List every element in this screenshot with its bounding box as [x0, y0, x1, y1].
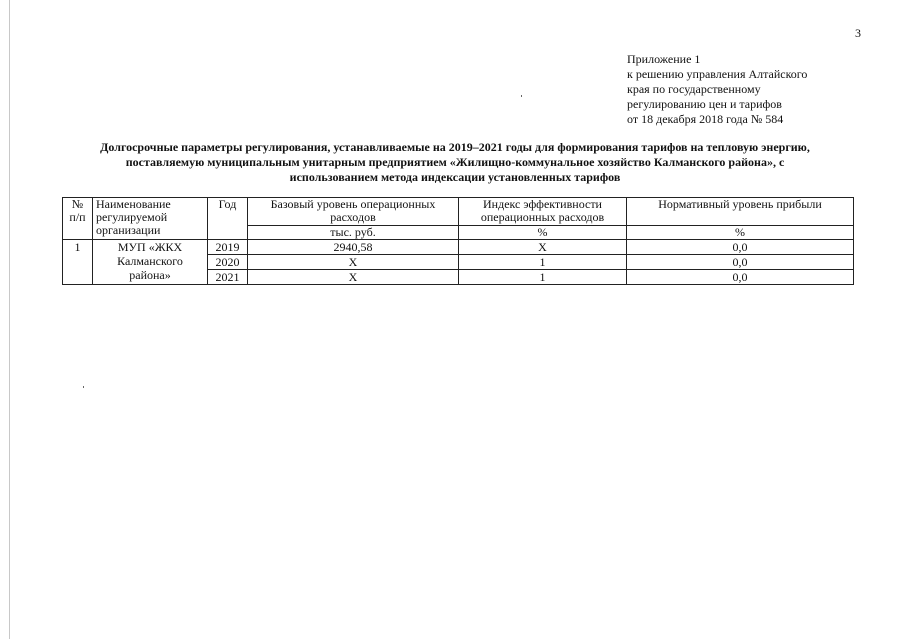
- unit-base-level: тыс. руб.: [248, 226, 459, 240]
- cell-year: 2020: [208, 255, 248, 270]
- cell-profit-level: 0,0: [627, 270, 854, 285]
- cell-efficiency-index: 1: [459, 270, 627, 285]
- header-base-level: Базовый уровень операционных расходов: [248, 198, 459, 226]
- title-line: Долгосрочные параметры регулирования, устанавливаемые на 2019–2021 годы для формирования тарифов на тепловую энергию,: [100, 140, 810, 154]
- header-profit-level: Нормативный уровень прибыли: [627, 198, 854, 226]
- cell-base-level: 2940,58: [248, 240, 459, 255]
- header-num: № п/п: [63, 198, 93, 240]
- cell-efficiency-index: 1: [459, 255, 627, 270]
- cell-organization: МУП «ЖКХ Калманского района»: [93, 240, 208, 285]
- appendix-line: регулированию цен и тарифов: [627, 97, 782, 111]
- scan-speck: [521, 95, 522, 97]
- table-header-row: [63, 198, 854, 226]
- header-efficiency-index: Индекс эффективности операционных расходов: [459, 198, 627, 226]
- unit-profit-level: %: [627, 226, 854, 240]
- appendix-line: Приложение 1: [627, 52, 701, 66]
- appendix-line: от 18 декабря 2018 года № 584: [627, 112, 784, 126]
- cell-profit-level: 0,0: [627, 240, 854, 255]
- page-edge-line: [9, 0, 10, 639]
- scan-speck: [83, 386, 84, 388]
- cell-year: 2019: [208, 240, 248, 255]
- cell-num: 1: [63, 240, 93, 285]
- table-row: [63, 240, 854, 255]
- appendix-block: [627, 52, 867, 127]
- appendix-line: к решению управления Алтайского: [627, 67, 808, 81]
- header-organization: Наименование регулируемой организации: [93, 198, 208, 240]
- header-year: Год: [208, 198, 248, 240]
- title-line: поставляемую муниципальным унитарным предприятием «Жилищно-коммунальное хозяйство Калманского района», с: [125, 155, 785, 169]
- cell-year: 2021: [208, 270, 248, 285]
- cell-base-level: Х: [248, 255, 459, 270]
- page-number: 3: [855, 26, 861, 40]
- cell-base-level: Х: [248, 270, 459, 285]
- unit-efficiency-index: %: [459, 226, 627, 240]
- cell-efficiency-index: Х: [459, 240, 627, 255]
- appendix-line: края по государственному: [627, 82, 761, 96]
- parameters-table: [62, 197, 854, 285]
- title-line: использованием метода индексации установленных тарифов: [289, 170, 621, 184]
- cell-profit-level: 0,0: [627, 255, 854, 270]
- document-title: [40, 140, 870, 185]
